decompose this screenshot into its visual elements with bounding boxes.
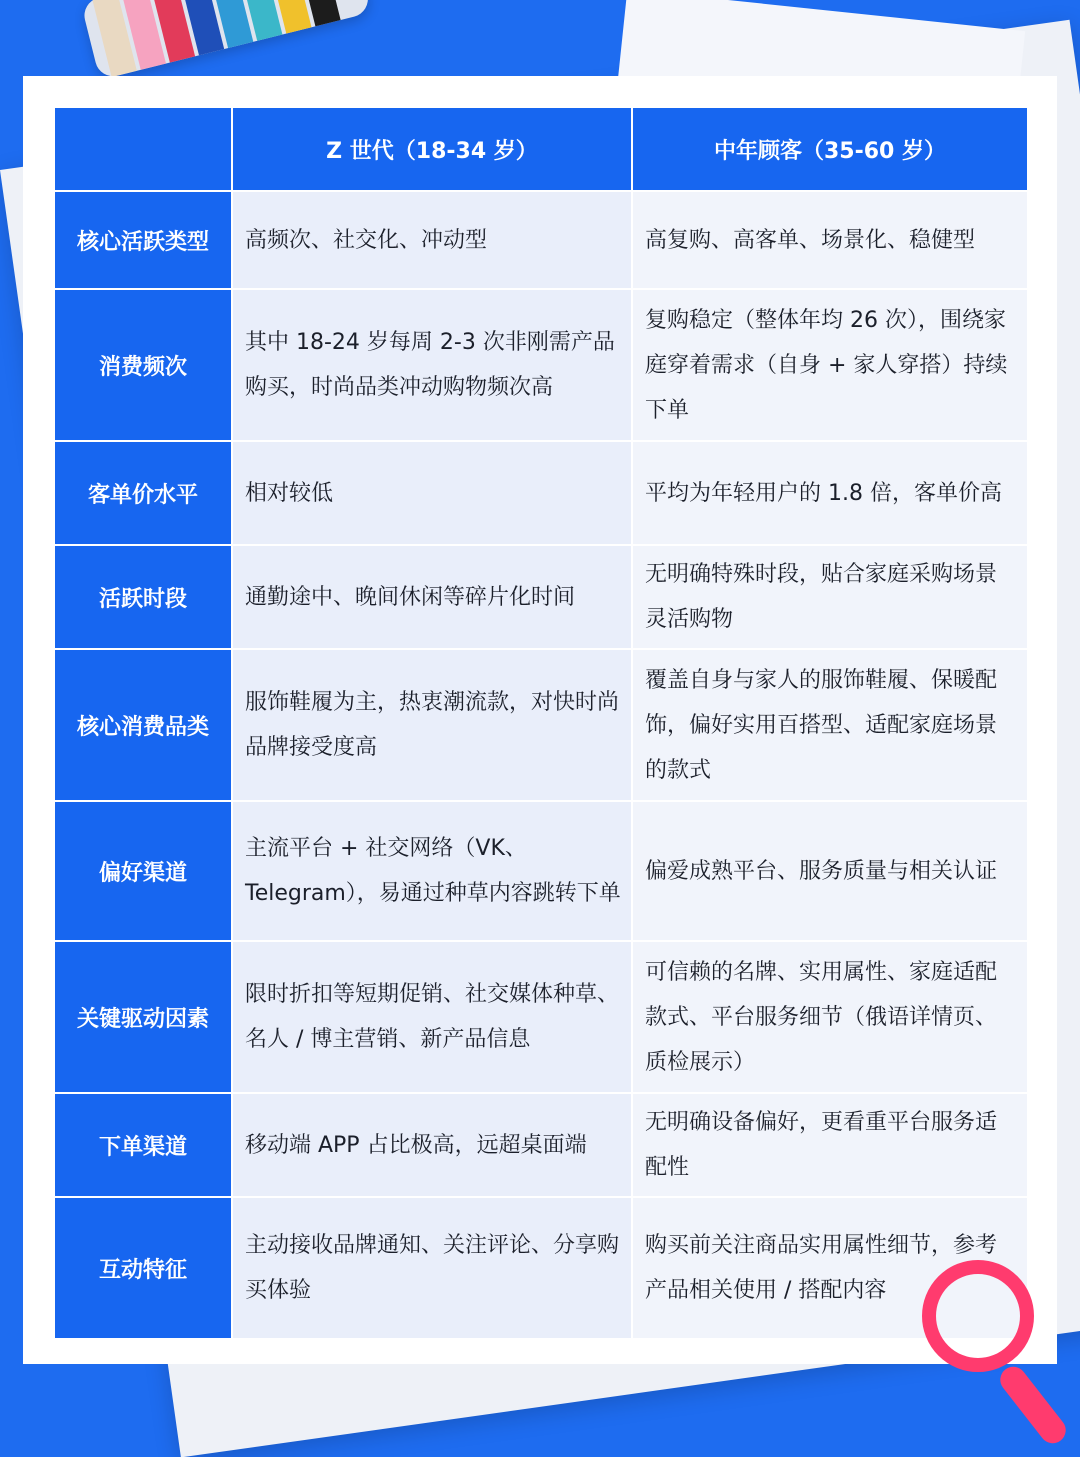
gen-z-cell: 其中 18-24 岁每周 2-3 次非刚需产品购买，时尚品类冲动购物频次高 (232, 289, 632, 441)
row-label: 核心消费品类 (54, 649, 232, 801)
gen-z-cell: 主流平台 + 社交网络（VK、Telegram），易通过种草内容跳转下单 (232, 801, 632, 941)
table-row (54, 1197, 1028, 1339)
table-row (54, 1093, 1028, 1197)
row-label: 消费频次 (54, 289, 232, 441)
header-row (54, 107, 1028, 191)
table-card (23, 76, 1057, 1364)
table-row (54, 441, 1028, 545)
table-row (54, 941, 1028, 1093)
row-label: 互动特征 (54, 1197, 232, 1339)
pencil-box-decoration (81, 0, 372, 80)
comparison-table (53, 106, 1029, 1340)
header-gen-z: Z 世代（18-34 岁） (232, 107, 632, 191)
header-middle-aged: 中年顾客（35-60 岁） (632, 107, 1028, 191)
middle-aged-cell: 覆盖自身与家人的服饰鞋履、保暖配饰，偏好实用百搭型、适配家庭场景的款式 (632, 649, 1028, 801)
table-row (54, 191, 1028, 289)
middle-aged-cell: 无明确设备偏好，更看重平台服务适配性 (632, 1093, 1028, 1197)
middle-aged-cell: 复购稳定（整体年均 26 次），围绕家庭穿着需求（自身 + 家人穿搭）持续下单 (632, 289, 1028, 441)
middle-aged-cell: 高复购、高客单、场景化、稳健型 (632, 191, 1028, 289)
row-label: 关键驱动因素 (54, 941, 232, 1093)
middle-aged-cell: 可信赖的名牌、实用属性、家庭适配款式、平台服务细节（俄语详情页、质检展示） (632, 941, 1028, 1093)
gen-z-cell: 服饰鞋履为主，热衷潮流款，对快时尚品牌接受度高 (232, 649, 632, 801)
table-row (54, 545, 1028, 649)
row-label: 活跃时段 (54, 545, 232, 649)
middle-aged-cell: 偏爱成熟平台、服务质量与相关认证 (632, 801, 1028, 941)
gen-z-cell: 限时折扣等短期促销、社交媒体种草、名人 / 博主营销、新产品信息 (232, 941, 632, 1093)
gen-z-cell: 高频次、社交化、冲动型 (232, 191, 632, 289)
table-row (54, 801, 1028, 941)
magnifier-icon (922, 1260, 1034, 1372)
middle-aged-cell: 购买前关注商品实用属性细节，参考产品相关使用 / 搭配内容 (632, 1197, 1028, 1339)
magnifier-handle (995, 1362, 1071, 1449)
table-row (54, 289, 1028, 441)
row-label: 核心活跃类型 (54, 191, 232, 289)
middle-aged-cell: 平均为年轻用户的 1.8 倍，客单价高 (632, 441, 1028, 545)
row-label: 客单价水平 (54, 441, 232, 545)
gen-z-cell: 通勤途中、晚间休闲等碎片化时间 (232, 545, 632, 649)
gen-z-cell: 相对较低 (232, 441, 632, 545)
table-row (54, 649, 1028, 801)
row-label: 偏好渠道 (54, 801, 232, 941)
gen-z-cell: 主动接收品牌通知、关注评论、分享购买体验 (232, 1197, 632, 1339)
corner-cell (54, 107, 232, 191)
middle-aged-cell: 无明确特殊时段，贴合家庭采购场景灵活购物 (632, 545, 1028, 649)
gen-z-cell: 移动端 APP 占比极高，远超桌面端 (232, 1093, 632, 1197)
row-label: 下单渠道 (54, 1093, 232, 1197)
